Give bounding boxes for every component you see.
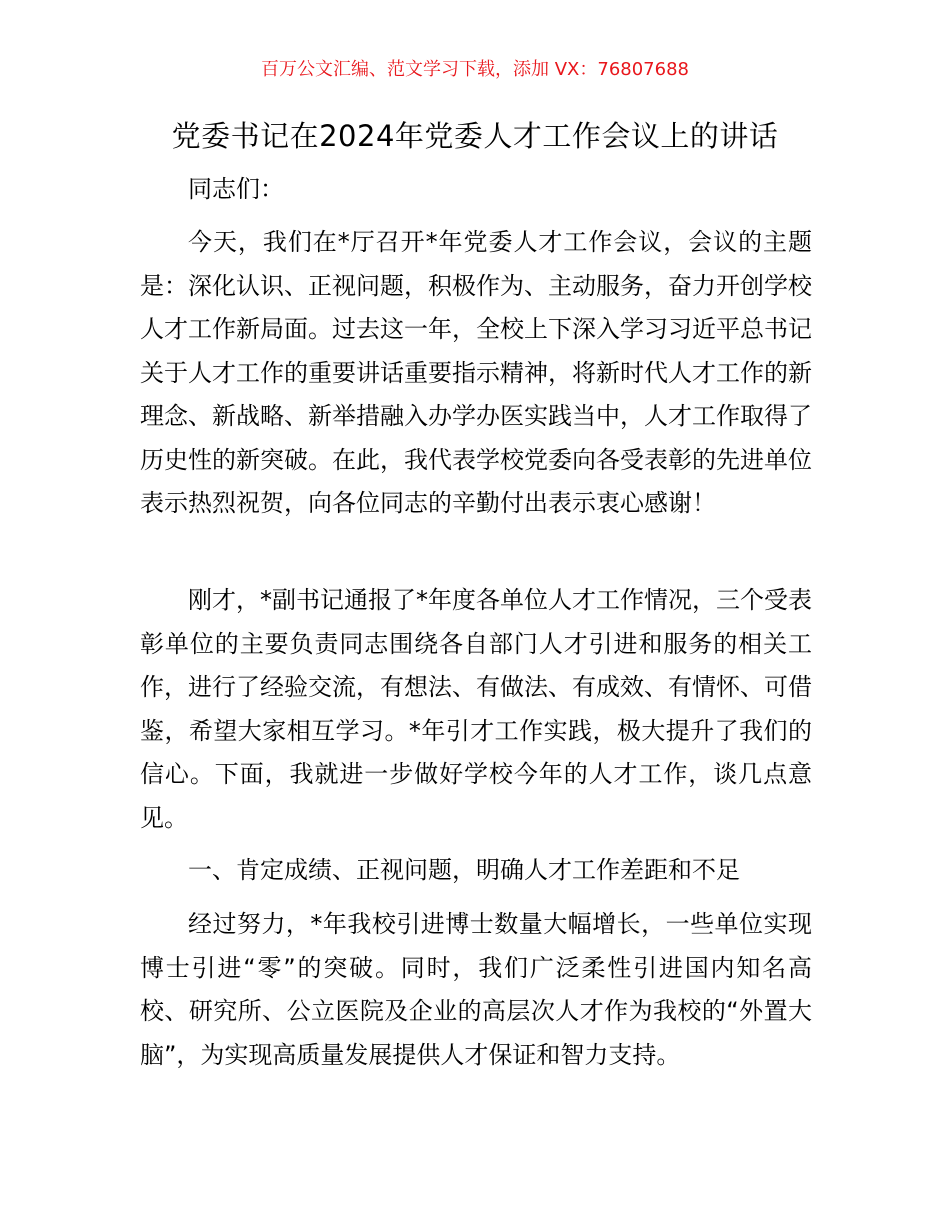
salutation: 同志们： (188, 175, 284, 203)
paragraph-review: 刚才，*副书记通报了*年度各单位人才工作情况，三个受表彰单位的主要负责同志围绕各自部门人才引进和服务的相关工作，进行了经验交流，有想法、有做法、有成效、有情怀、可借鉴，希望大家相互学习。*年引才工作实践，极大提升了我们的信心。下面，我就进一步做好学校今年的人才工作，谈几点意见。 (140, 586, 812, 832)
paragraph-opening: 今天，我们在*厅召开*年党委人才工作会议，会议的主题是：深化认识、正视问题，积极作为、主动服务，奋力开创学校人才工作新局面。过去这一年，全校上下深入学习习近平总书记关于人才工作的重要讲话重要指示精神，将新时代人才工作的新理念、新战略、新举措融入办学办医实践当中，人才工作取得了历史性的新突破。在此，我代表学校党委向各受表彰的先进单位表示热烈祝贺，向各位同志的辛勤付出表示衷心感谢！ (140, 228, 812, 517)
section-heading: 一、肯定成绩、正视问题，明确人才工作差距和不足 (188, 856, 740, 884)
header-watermark: 百万公文汇编、范文学习下载，添加 VX：76807688 (261, 59, 689, 80)
document-title: 党委书记在2024年党委人才工作会议上的讲话 (171, 119, 779, 153)
paragraph-achievements: 经过努力，*年我校引进博士数量大幅增长，一些单位实现博士引进“零”的突破。同时，我们广泛柔性引进国内知名高校、研究所、公立医院及企业的高层次人才作为我校的“外置大脑”，为实现高质量发展提供人才保证和智力支持。 (140, 910, 812, 1069)
